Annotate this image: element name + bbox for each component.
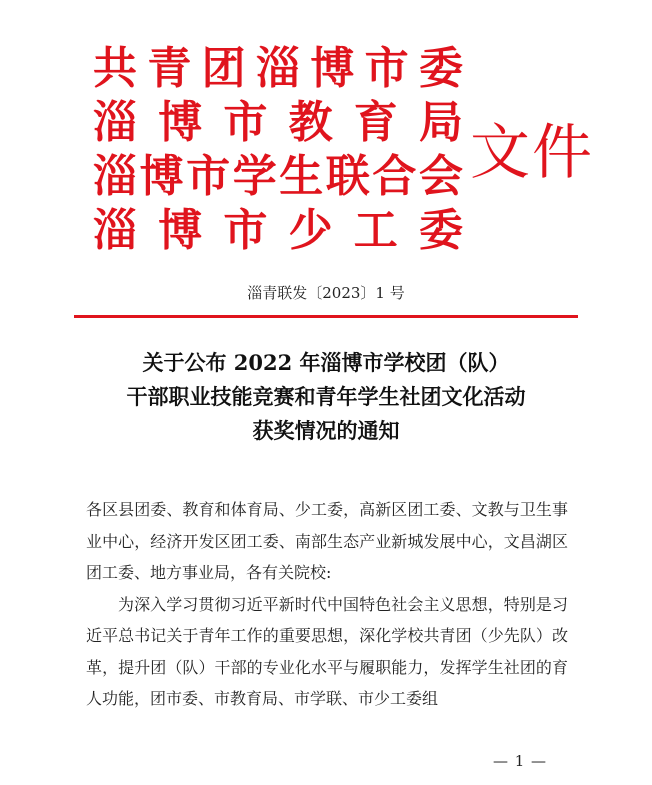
- document-title: [60, 346, 592, 448]
- issuer-line-4: 淄 博 市 少 工 委: [93, 205, 463, 256]
- page-number: — 1 —: [492, 752, 548, 770]
- issuer-line-1: 共 青 团 淄 博 市 委: [93, 43, 463, 94]
- document-type-label: 文件: [470, 118, 594, 188]
- red-divider: [74, 315, 578, 318]
- issuer-line-2: 淄 博 市 教 育 局: [93, 97, 463, 148]
- title-line-1: 关于公布 2022 年淄博市学校团（队）: [142, 350, 510, 375]
- title-line-3: 获奖情况的通知: [252, 418, 400, 443]
- body-paragraph: 为深入学习贯彻习近平新时代中国特色社会主义思想，特别是习近平总书记关于青年工作的重要思想，深化学校共青团（少先队）改革，提升团（队）干部的专业化水平与履职能力，发挥学生社团的育人功能，团市委、市教育局、市学联、市少工委组: [86, 594, 568, 708]
- addressees: 各区县团委、教育和体育局、少工委，高新区团工委、文教与卫生事业中心，经济开发区团工委、南部生态产业新城发展中心，文昌湖区团工委、地方事业局，各有关院校:: [86, 500, 568, 582]
- document-body: [86, 494, 568, 715]
- document-number: 淄青联发〔2023〕1 号: [247, 284, 405, 302]
- title-line-2: 干部职业技能竞赛和青年学生社团文化活动: [126, 384, 526, 409]
- issuer-block: [93, 42, 463, 258]
- issuer-line-3: 淄 博 市 学 生 联 合 会: [93, 151, 463, 202]
